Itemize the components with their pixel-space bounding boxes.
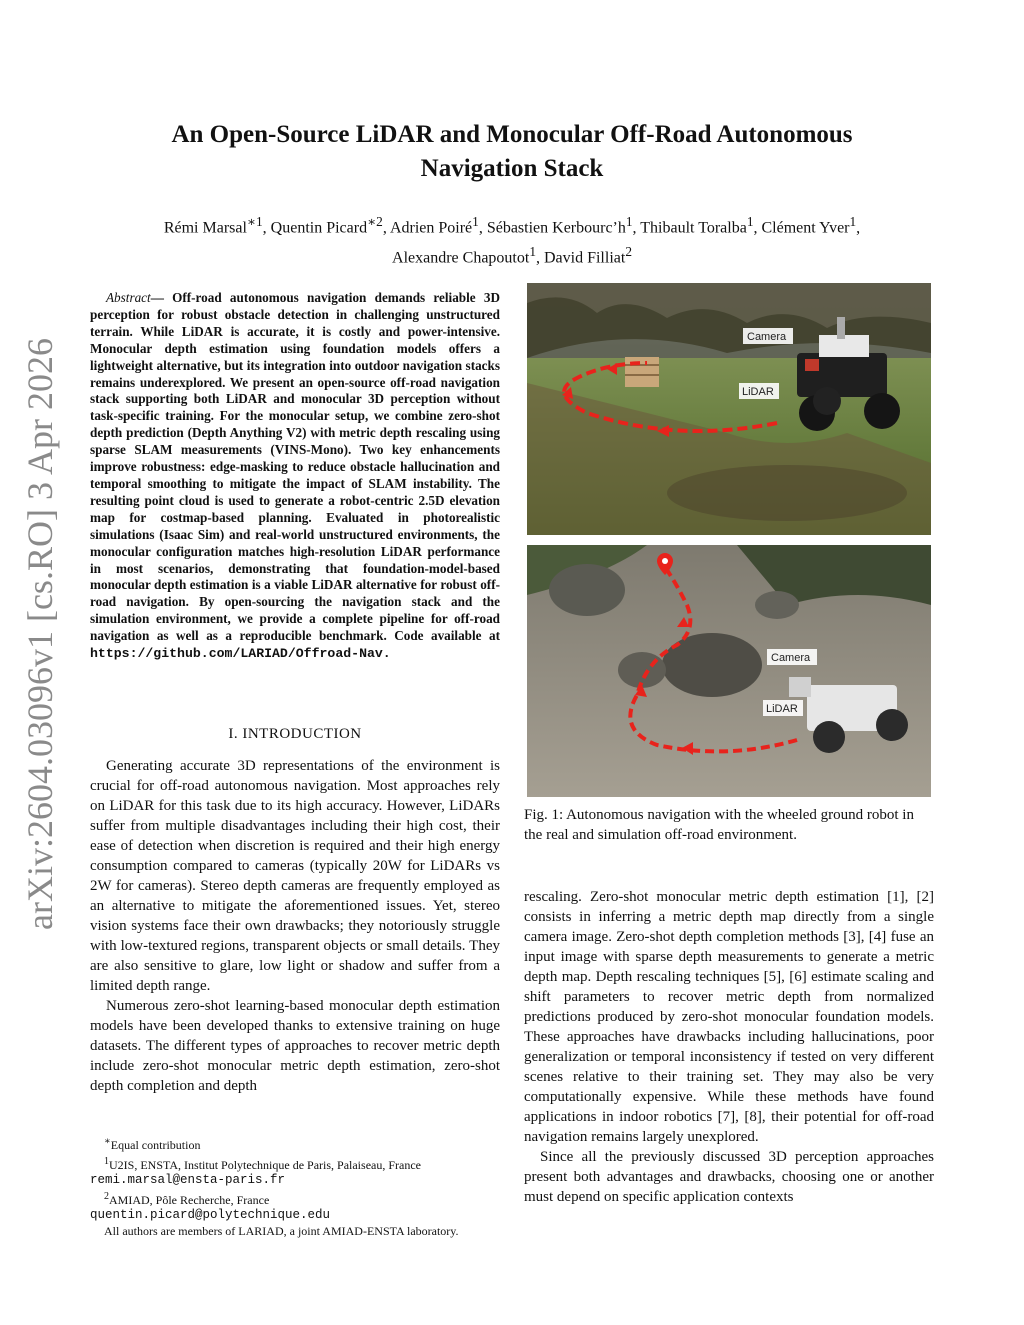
figure-real-robot-photo [527,283,931,535]
author-affiliation-mark: 2 [625,244,632,260]
abstract: Abstract— Off-road autonomous navigation demands reliable 3D perception for robust obstacle detection in challenging unstructured terrain. While LiDAR is accurate, it is costly and power-intensive. Monocular depth estimation using foundation models offers a lightweight alternative, but its integration into outdoor navigation stacks remains underexplored. We present an open-source off-road navigation stack supporting both LiDAR and monocular 3D perception without task-specific training. For the monocular setup, we combine zero-shot depth prediction (Depth Anything V2) with metric depth rescaling using sparse SLAM measurements (VINS-Mono). Two key enhancements improve robustness: edge-masking to reduce obstacle hallucination and temporal smoothing to mitigate the impact of SLAM instability. The resulting point cloud is used to generate a robot-centric 2.5D elevation map for costmap-based planning. Evaluated in photorealistic simulations (Isaac Sim) and real-world unstructured environments, the monocular configuration matches high-resolution LiDAR performance in most scenarios, demonstrating that foundation-model-based monocular depth estimation is a viable LiDAR alternative for robust off-road navigation. By open-sourcing the navigation stack and the simulation environment, we provide a complete pipeline for off-road navigation as well as a reproducible benchmark. Code available at https://github.com/LARIAD/Offroad-Nav. [90,290,500,662]
footnote-members: All authors are members of LARIAD, a joint AMIAD-ENSTA laboratory. [104,1223,459,1238]
paragraph: Since all the previously discussed 3D perception approaches present both advantages and drawbacks, choosing one or another must depend on specific application contexts [524,1149,934,1205]
author-name: Quentin Picard [270,219,368,237]
author-line-1: Rémi Marsal$^{∗1}$, Quentin Picard$^{∗2}$, Adrien Poiré$^1$, Sébastien $Kerbourc’h^1$, Thibault Toralba$^1$, Clément Yver$^1$, [163,214,861,237]
author-name: Clément Yver [761,219,850,237]
author-affiliation-mark: 1 [625,214,633,229]
left-column-body [90,756,500,1096]
label-camera: Camera [747,331,787,343]
paragraph: Numerous zero-shot learning-based monocular depth estimation models have been developed thanks to extensive training on huge datasets. The different types of approaches to recover metric depth include zero-shot monocular metric depth estimation, zero-shot depth completion and depth [90,998,500,1094]
author-name: Sébastien Kerbourc’h [486,219,626,237]
label-camera-sim: Camera [771,652,811,664]
footnote-affiliation-2: $^2$AMIAD, Pôle Recherche, France [104,1190,270,1207]
author-name: Thibault Toralba [640,219,747,237]
author-affiliation-mark: 1 [849,214,857,229]
code-link[interactable]: https://github.com/LARIAD/Offroad-Nav. [90,646,391,662]
footnote-email-2[interactable]: quentin.picard@polytechnique.edu [90,1208,331,1222]
label-lidar: LiDAR [742,386,774,398]
abstract-text: Off-road autonomous navigation demands reliable 3D perception for robust obstacle detection in challenging unstructured terrain. While LiDAR is accurate, it is costly and power-intensive. Monocular depth estimation using foundation models offers a lightweight alternative, but its integration into outdoor navigation stacks remains underexplored. We present an open-source off-road navigation stack supporting both LiDAR and monocular 3D perception without task-specific training. For the monocular setup, we combine zero-shot depth prediction (Depth Anything V2) with metric depth rescaling using sparse SLAM measurements (VINS-Mono). Two key enhancements improve robustness: edge-masking to reduce obstacle hallucination and temporal smoothing to mitigate the impact of SLAM instability. The resulting point cloud is used to generate a robot-centric 2.5D elevation map for costmap-based planning. Evaluated in photorealistic simulations (Isaac Sim) and real-world unstructured environments, the monocular configuration matches high-resolution LiDAR performance in most scenarios, demonstrating that foundation-model-based monocular depth estimation is a viable LiDAR alternative for robust off-road navigation. By open-sourcing the navigation stack and the simulation environment, we provide a complete pipeline for off-road navigation as well as a reproducible benchmark. Code available at [90,290,500,644]
footnote-email-1[interactable]: remi.marsal@ensta-paris.fr [90,1173,286,1187]
footnote-equal: ∗Equal contribution [104,1136,201,1152]
pallet-obstacle [625,357,659,387]
author-name: Alexandre Chapoutot [392,249,530,267]
author-name: Rémi Marsal [163,219,247,237]
author-affiliation-mark: 1 [472,214,479,229]
author-affiliation-mark: ∗2 [367,214,383,229]
author-affiliation-mark: 1 [529,244,536,260]
section-heading-introduction: I. INTRODUCTION [228,726,362,742]
author-name: Adrien Poiré [389,219,473,237]
arxiv-identifier: arXiv:2604.03096v1 [cs.RO] 3 Apr 2026 [20,338,60,930]
figure-simulation-render [527,545,931,797]
paragraph: rescaling. Zero-shot monocular metric depth estimation [1], [2] consists in inferring a metric depth map directly from a single camera image. Zero-shot depth completion methods [3], [4] fuse an input image with sparse depth measurements to generate a metric depth map. Depth rescaling techniques [5], [6] estimate scaling and shift parameters to recover metric depth from normalized predictions produced by zero-shot monocular foundation models. These approaches have drawbacks including hallucinations, poor generalization or temporal inconsistency if tested on very different scenes relative to their training set. They may also be very computationally expensive. While these methods have found applications in indoor robotics [7], [8], their potential for off-road navigation remains largely unexplored. [524,889,934,1145]
abstract-label: Abstract [106,290,151,305]
paragraph: Generating accurate 3D representations of the environment is crucial for off-road autonomous navigation. Most approaches rely on LiDAR for this task due to its high accuracy. However, LiDARs suffer from multiple disadvantages including their high cost, their ease of detection when discretion is required and their high energy consumption compared to cameras (typically 20W for LiDARs vs 2W for cameras). Stereo depth cameras are frequently employed as an alternative to mitigate the aforementioned issues. Yet, stereo vision systems face their own drawbacks; they notoriously struggle with low-textured regions, transparent objects or small details. They are also sensitive to glare, low light or shadow and suffer from a limited depth range. [90,758,500,994]
author-line-2: Alexandre Chapoutot$^1$, David Filliat$^2$ [392,244,632,267]
author-affiliation-mark: ∗1 [246,214,263,229]
author-name: David Filliat [543,249,626,267]
figure-caption: Fig. 1: Autonomous navigation with the wheeled ground robot in the real and simulation off-road environment. [524,807,914,843]
footnotes [90,1134,500,1239]
author-list [90,210,934,271]
right-column-body [524,887,934,1207]
author-affiliation-mark: 1 [746,214,754,229]
label-lidar-sim: LiDAR [766,703,798,715]
paper-title: An Open-Source LiDAR and Monocular Off-Road Autonomous Navigation Stack [171,121,853,182]
footnote-affiliation-1: $^1$U2IS, ENSTA, Institut Polytechnique de Paris, Palaiseau, France [104,1155,421,1172]
